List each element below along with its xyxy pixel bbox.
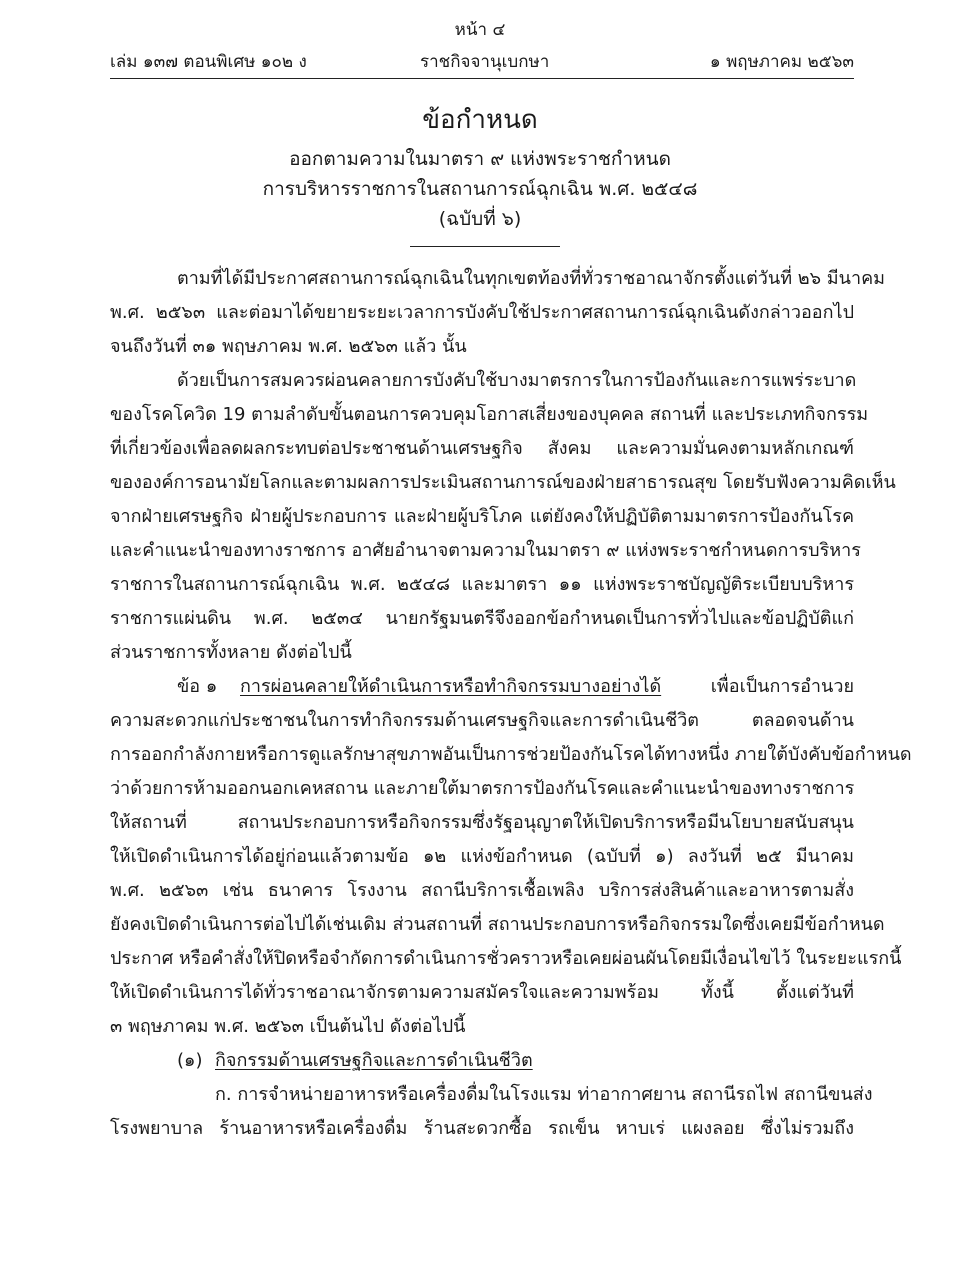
paragraph-line: ประกาศ หรือคำสั่งให้ปิดหรือจำกัดการดำเนินการชั่วคราวหรือเคยผ่อนผันโดยมีเงื่อนไขไว้ ในระยะแรกนี้ [110,948,902,969]
header-rule [110,78,854,79]
paragraph-line: ราชการในสถานการณ์ฉุกเฉิน พ.ศ. ๒๕๔๘ และมาตรา ๑๑ แห่งพระราชบัญญัติระเบียบบริหาร [110,574,854,595]
paragraph-line: ให้สถานที่ สถานประกอบการหรือกิจกรรมซึ่งรัฐอนุญาตให้เปิดบริการหรือมีนโยบายสนับสนุน [110,812,854,833]
item-number: (๑) [177,1050,203,1071]
paragraph-line: ก. การจำหน่ายอาหารหรือเครื่องดื่มในโรงแรม ท่าอากาศยาน สถานีรถไฟ สถานีขนส่ง [215,1084,873,1105]
paragraph-line: ด้วยเป็นการสมควรผ่อนคลายการบังคับใช้บางมาตรการในการป้องกันและการแพร่ระบาด [177,370,857,391]
paragraph-line: ให้เปิดดำเนินการได้อยู่ก่อนแล้วตามข้อ ๑๒ แห่งข้อกำหนด (ฉบับที่ ๑) ลงวันที่ ๒๕ มีนาคม [110,846,854,867]
item-heading: กิจกรรมด้านเศรษฐกิจและการดำเนินชีวิต [215,1050,533,1071]
clause-heading: การผ่อนคลายให้ดำเนินการหรือทำกิจกรรมบางอย่างได้ [240,676,662,697]
document-title: ข้อกำหนด [422,105,538,135]
paragraph-line: ให้เปิดดำเนินการได้ทั่วราชอาณาจักรตามความสมัครใจและความพร้อม ทั้งนี้ ตั้งแต่วันที่ [110,982,854,1003]
paragraph-line: ของโรคโควิด 19 ตามลำดับขั้นตอนการควบคุมโอกาสเสี่ยงของบุคคล สถานที่ และประเภทกิจกรรม [110,404,869,425]
paragraph-line: โรงพยาบาล ร้านอาหารหรือเครื่องดื่ม ร้านสะดวกซื้อ รถเข็น หาบเร่ แผงลอย ซึ่งไม่รวมถึง [110,1118,854,1139]
paragraph-line: ที่เกี่ยวข้องเพื่อลดผลกระทบต่อประชาชนด้านเศรษฐกิจ สังคม และความมั่นคงตามหลักเกณฑ์ [110,438,854,459]
gazette-volume: เล่ม ๑๓๗ ตอนพิเศษ ๑๐๒ ง [110,52,307,72]
clause-number: ข้อ ๑ [177,676,218,697]
paragraph-line: พ.ศ. ๒๕๖๓ เช่น ธนาคาร โรงงาน สถานีบริการเชื้อเพลิง บริการส่งสินค้าและอาหารตามสั่ง [110,880,854,901]
clause-text: เพื่อเป็นการอำนวย [710,676,854,697]
gazette-name: ราชกิจจานุเบกษา [420,52,550,72]
paragraph-line: ๓ พฤษภาคม พ.ศ. ๒๕๖๓ เป็นต้นไป ดังต่อไปนี้ [110,1016,466,1037]
paragraph-line: การออกกำลังกายหรือการดูแลรักษาสุขภาพอันเป็นการช่วยป้องกันโรคได้ทางหนึ่ง ภายใต้บังคับข้อกำหนด [110,744,912,765]
paragraph-line: จนถึงวันที่ ๓๑ พฤษภาคม พ.ศ. ๒๕๖๓ แล้ว นั้น [110,336,467,357]
paragraph-line: จากฝ่ายเศรษฐกิจ ฝ่ายผู้ประกอบการ และฝ่ายผู้บริโภค แต่ยังคงให้ปฏิบัติตามมาตรการป้องกันโรค [110,506,854,527]
gazette-date: ๑ พฤษภาคม ๒๕๖๓ [709,52,854,72]
paragraph-line: ขององค์การอนามัยโลกและตามผลการประเมินสถานการณ์ของฝ่ายสาธารณสุข โดยรับฟังความคิดเห็น [110,472,896,493]
paragraph-line: ความสะดวกแก่ประชาชนในการทำกิจกรรมด้านเศรษฐกิจและการดำเนินชีวิต ตลอดจนด้าน [110,710,854,731]
title-divider [410,246,560,247]
paragraph-line: ตามที่ได้มีประกาศสถานการณ์ฉุกเฉินในทุกเขตท้องที่ทั่วราชอาณาจักรตั้งแต่วันที่ ๒๖ มีนาคม [177,268,885,289]
paragraph-line: ราชการแผ่นดิน พ.ศ. ๒๕๓๔ นายกรัฐมนตรีจึงออกข้อกำหนดเป็นการทั่วไปและข้อปฏิบัติแก่ [110,608,854,629]
paragraph-line: ว่าด้วยการห้ามออกนอกเคหสถาน และภายใต้มาตรการป้องกันโรคและคำแนะนำของทางราชการ [110,778,855,799]
paragraph-line: ส่วนราชการทั้งหลาย ดังต่อไปนี้ [110,642,352,663]
paragraph-line: ยังคงเปิดดำเนินการต่อไปได้เช่นเดิม ส่วนสถานที่ สถานประกอบการหรือกิจกรรมใดซึ่งเคยมีข้อกำหนด [110,914,885,935]
paragraph-line: พ.ศ. ๒๕๖๓ และต่อมาได้ขยายระยะเวลาการบังคับใช้ประกาศสถานการณ์ฉุกเฉินดังกล่าวออกไป [110,302,854,323]
subtitle-line: การบริหารราชการในสถานการณ์ฉุกเฉิน พ.ศ. ๒๕๔๘ [262,178,698,200]
page-number: หน้า ๔ [454,20,506,40]
edition-number: (ฉบับที่ ๖) [438,208,522,230]
paragraph-line: และคำแนะนำของทางราชการ อาศัยอำนาจตามความในมาตรา ๙ แห่งพระราชกำหนดการบริหาร [110,540,861,561]
subtitle-line: ออกตามความในมาตรา ๙ แห่งพระราชกำหนด [289,148,671,170]
